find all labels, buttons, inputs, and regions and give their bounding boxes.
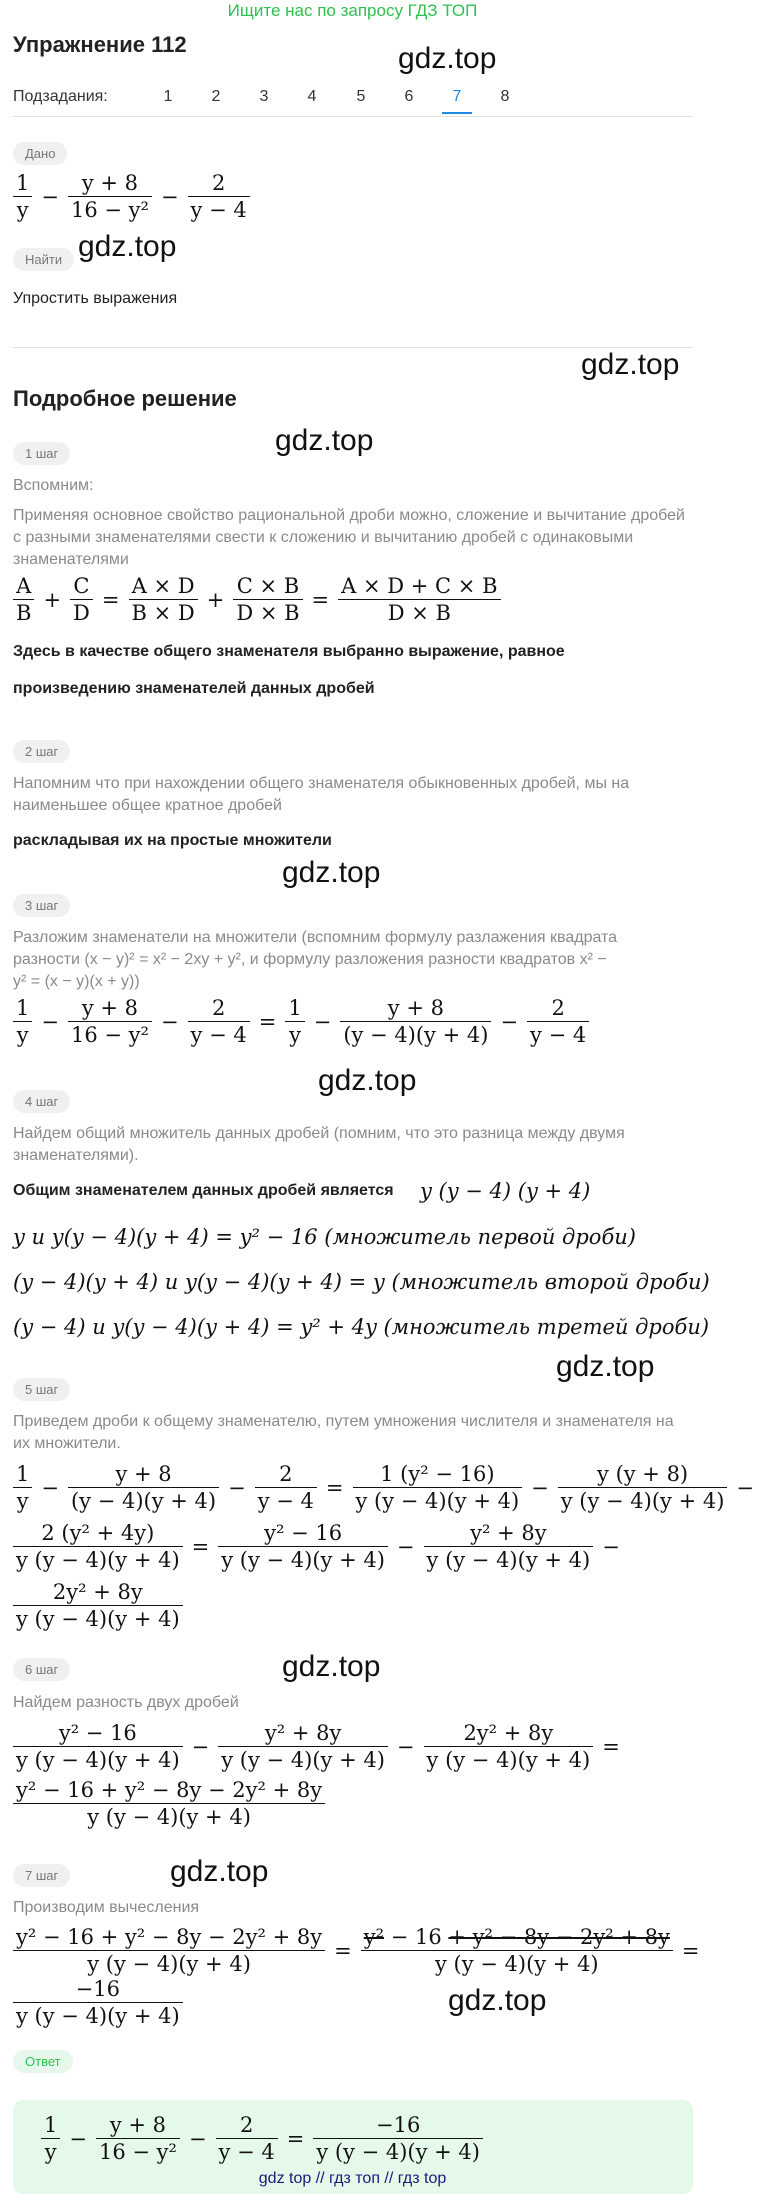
step-4-badge: 4 шаг	[13, 1090, 70, 1113]
watermark: gdz.top	[170, 1855, 269, 1888]
step-7-text: Производим вычесления	[13, 1899, 200, 1916]
step-6-formula-2: $\frac{\text{y² − 16 + y² − 8y − 2y² + 8y}}{y (y - 4)(y + 4)}$	[10, 1777, 328, 1830]
subtask-tab-8[interactable]: 8	[500, 88, 510, 105]
step-3-badge: 3 шаг	[13, 894, 70, 917]
step-7-badge: 7 шаг	[13, 1864, 70, 1887]
watermark: gdz.top	[581, 348, 680, 381]
step-7-formula-1: $\frac{\text{y² − 16 + y² − 8y − 2y² + 8y}}{y (y - 4)(y + 4)}$ = $\frac{\text{y² − 16 + y² − 8y − 2y² + 8y}}{y (y - 4)(y + 4)}$ =	[10, 1924, 705, 1977]
step-1-bold-1: Здесь в качестве общего знаменателя выбранно выражение, равное	[13, 643, 565, 660]
answer-badge: Ответ	[13, 2050, 73, 2073]
step-4-denominator: y (y − 4) (y + 4)	[420, 1179, 591, 1203]
step-1-recall: Вспомним:	[13, 477, 94, 494]
watermark: gdz.top	[282, 1650, 381, 1683]
step-5-formula-1: $\frac{1}{y}$ − $\frac{y + 8}{(y - 4)(y + 4)}$ − $\frac{2}{y - 4}$ = $\frac{\text{1 (y² − 16)}}{y (y - 4)(y + 4)}$ − $\frac{y (y + 8)}{y (y - 4)(y + 4)}$ −	[10, 1461, 760, 1514]
watermark: gdz.top	[318, 1064, 417, 1097]
given-expression: $\frac{1}{y}$ − $\frac{y + 8}{\text{16 − y²}}$ − $\frac{2}{y - 4}$	[10, 170, 253, 223]
step-3-text-2: разности (x − y)² = x² − 2xy + y², и формулу разложения разности квадратов x² −	[13, 951, 607, 968]
find-badge: Найти	[13, 248, 74, 271]
subtask-tab-2[interactable]: 2	[211, 88, 221, 105]
step-6-formula-1: $\frac{\text{y² − 16}}{y (y - 4)(y + 4)}$ − $\frac{\text{y² + 8y}}{y (y - 4)(y + 4)}$ − $\frac{\text{2y² + 8y}}{y (y - 4)(y + 4)}$ =	[10, 1720, 626, 1773]
subtasks-label: Подзадания:	[13, 88, 108, 105]
step-5-formula-2: $\frac{\text{2 (y² + 4y)}}{y (y - 4)(y + 4)}$ = $\frac{\text{y² − 16}}{y (y - 4)(y + 4)}$ − $\frac{\text{y² + 8y}}{y (y - 4)(y + 4)}$ −	[10, 1520, 626, 1573]
find-text: Упростить выражения	[13, 290, 178, 307]
step-4-line-1: y и y(y − 4)(y + 4) = y² − 16 (множитель первой дроби)	[13, 1225, 636, 1249]
step-4-bold: Общим знаменателем данных дробей является	[13, 1182, 394, 1199]
step-5-text: Приведем дроби к общему знаменателю, путем умножения числителя и знаменателя на их множители.	[13, 1413, 674, 1452]
page-title: Упражнение 112	[13, 32, 187, 57]
subtasks-nav	[13, 84, 693, 117]
step-2-bold: раскладывая их на простые множители	[13, 832, 332, 849]
subtask-tab-7[interactable]: 7	[442, 88, 472, 114]
answer-formula: $\frac{1}{y}$ − $\frac{y + 8}{\text{16 − y²}}$ − $\frac{2}{y - 4}$ = $\frac{-16}{y (y - 4)(y + 4)}$	[38, 2112, 486, 2165]
step-1-formula: $\frac{A}{B}$ + $\frac{C}{D}$ = $\frac{A \times D}{B \times D}$ + $\frac{C \times B}{D \times B}$ = $\frac{A \times D + C \times B}{D \times B}$	[10, 573, 504, 626]
step-2-badge: 2 шаг	[13, 740, 70, 763]
step-5-formula-3: $\frac{\text{2y² + 8y}}{y (y - 4)(y + 4)}$	[10, 1579, 186, 1632]
step-6-text: Найдем разность двух дробей	[13, 1694, 239, 1711]
step-4-line-2: (y − 4)(y + 4) и y(y − 4)(y + 4) = y (множитель второй дроби)	[13, 1270, 710, 1294]
step-1-badge: 1 шаг	[13, 442, 70, 465]
watermark: gdz.top	[448, 1984, 547, 2017]
watermark: gdz.top	[398, 42, 497, 75]
watermark: gdz.top	[282, 856, 381, 889]
step-5-badge: 5 шаг	[13, 1378, 70, 1401]
step-4-line-3: (y − 4) и y(y − 4)(y + 4) = y² + 4y (множитель третей дроби)	[13, 1315, 710, 1339]
subtask-tab-4[interactable]: 4	[307, 88, 317, 105]
search-banner[interactable]: Ищите нас по запросу ГДЗ ТОП	[227, 1, 478, 20]
subtask-tab-5[interactable]: 5	[356, 88, 366, 105]
step-7-formula-2: $\frac{-16}{y (y - 4)(y + 4)}$	[10, 1976, 186, 2029]
given-badge: Дано	[13, 142, 67, 165]
watermark: gdz.top	[556, 1350, 655, 1383]
step-4-text: Найдем общий множитель данных дробей (помним, что это разница между двумя знаменателями).	[13, 1125, 625, 1164]
step-3-formula: $\frac{1}{y}$ − $\frac{y + 8}{\text{16 − y²}}$ − $\frac{2}{y - 4}$ = $\frac{1}{y}$ − $\frac{y + 8}{(y - 4)(y + 4)}$ − $\frac{2}{y - 4}$	[10, 995, 592, 1048]
step-3-text-1: Разложим знаменатели на множители (вспомним формулу разлажения квадрата	[13, 929, 618, 946]
watermark: gdz.top	[275, 424, 374, 457]
subtask-tab-3[interactable]: 3	[259, 88, 269, 105]
step-2-text: Напомним что при нахождении общего знаменателя обыкновенных дробей, мы на наименьшее общее кратное дробей	[13, 775, 630, 814]
footer-links[interactable]: gdz top // гдз топ // гдз top	[258, 2170, 447, 2187]
step-1-bold-2: произведению знаменателей данных дробей	[13, 680, 375, 697]
step-1-text: Применяя основное свойство рациональной дроби можно, сложение и вычитание дробей с разными знаменателями свести к сложению и вычитанию дробей с одинаковыми знаменателями	[13, 507, 685, 568]
subtask-tab-6[interactable]: 6	[404, 88, 414, 105]
solution-title: Подробное решение	[13, 386, 237, 411]
subtask-tab-1[interactable]: 1	[163, 88, 173, 105]
watermark: gdz.top	[78, 230, 177, 263]
step-3-text-3: y² = (x − y)(x + y))	[13, 973, 140, 990]
step-6-badge: 6 шаг	[13, 1658, 70, 1681]
